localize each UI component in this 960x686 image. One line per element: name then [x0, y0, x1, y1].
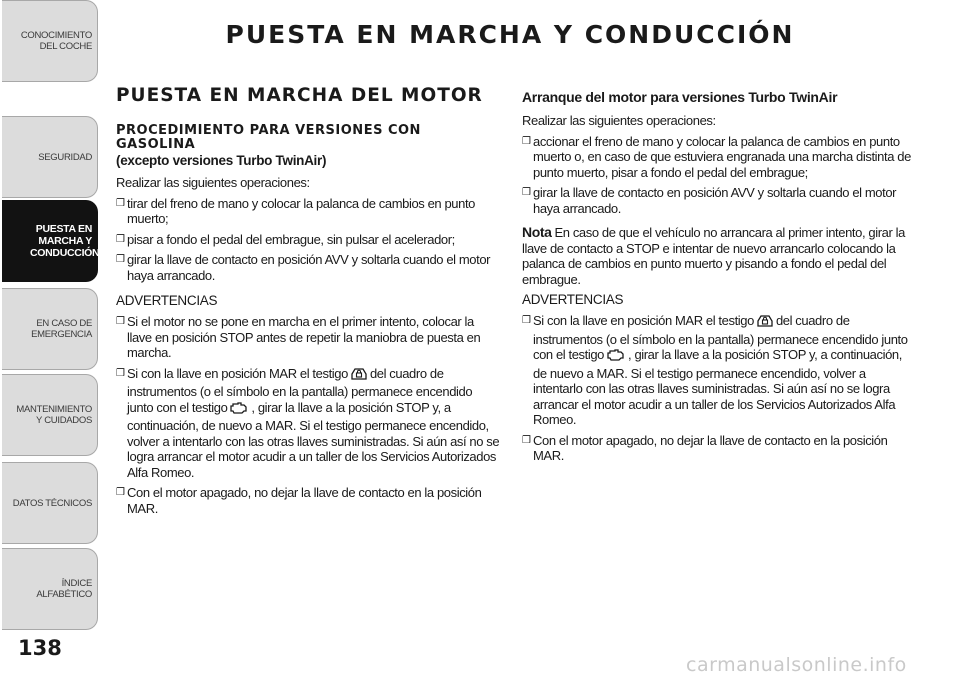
list-item: ❒ accionar el freno de mano y colocar la palanca de cambios en punto muerto o, en caso de que estuviera engranada una marcha distinta de punto muerto, pisar a fondo el pedal del embrague; [522, 133, 911, 180]
watermark: carmanualsonline.info [686, 654, 907, 676]
tab-datos-tecnicos[interactable]: DATOS TÉCNICOS [2, 462, 98, 544]
list-item: ❒ girar la llave de contacto en posición AVV y soltarla cuando el motor haya arrancado. [116, 252, 491, 283]
twinair-heading: Arranque del motor para versiones Turbo TwinAir [522, 89, 838, 105]
intro-text: Realizar las siguientes operaciones: [522, 113, 716, 128]
tab-indice-alfabetico[interactable]: ÍNDICE ALFABÉTICO [2, 548, 98, 630]
checkbox-bullet-icon: ❒ [522, 434, 531, 446]
checkbox-bullet-icon: ❒ [116, 233, 125, 245]
tab-puesta-en-marcha[interactable]: PUESTA EN MARCHA Y CONDUCCIÓN [2, 200, 98, 282]
tab-mantenimiento-y-cuidados[interactable]: MANTENIMIENTO Y CUIDADOS [2, 374, 98, 456]
list-item: ❒ Si con la llave en posición MAR el testigo del cuadro de instrumentos (o el símbolo en la pantalla) permanece encendido junto con el testigo , girar la llave a la posición STOP y, a continuación, de nuevo a MAR. Si el testigo permanece encendido, volver a intentarlo con las otras llaves suministradas. Si aún así no se logra arrancar el motor acudir a un taller de los Servicios Autorizados Alfa Romeo. [522, 313, 908, 427]
list-item: ❒ Con el motor apagado, no dejar la llave de contacto en la posición MAR. [116, 485, 482, 516]
intro-text: Realizar las siguientes operaciones: [116, 175, 310, 190]
warnings-list [116, 314, 500, 516]
warnings-list [522, 313, 912, 464]
page-title: PUESTA EN MARCHA Y CONDUCCIÓN [225, 20, 795, 49]
list-item: ❒ pisar a fondo el pedal del embrague, sin pulsar el acelerador; [116, 231, 455, 247]
engine-warning-icon [606, 348, 626, 366]
list-item: ❒ Con el motor apagado, no dejar la llave de contacto en la posición MAR. [522, 432, 888, 463]
procedure-subheading: (excepto versiones Turbo TwinAir) [116, 153, 327, 168]
checkbox-bullet-icon: ❒ [522, 135, 531, 147]
tab-conocimiento-del-coche[interactable]: CONOCIMIENTO DEL COCHE [2, 0, 98, 82]
checkbox-bullet-icon: ❒ [522, 315, 531, 326]
checkbox-bullet-icon: ❒ [116, 197, 125, 209]
note-paragraph: Nota En caso de que el vehículo no arrancara al primer intento, girar la llave de contacto a STOP e intentar de nuevo arrancarlo colocando la palanca de cambios en punto muerto y pisando a fondo el pedal del embrague. [522, 224, 905, 287]
immobilizer-warning-icon [756, 314, 774, 332]
list-item: ❒ Si el motor no se pone en marcha en el primer intento, colocar la llave en posición STOP antes de repetir la maniobra de puesta en marcha. [116, 314, 481, 360]
page-number: 138 [18, 636, 62, 660]
right-column [522, 88, 912, 469]
tab-seguridad[interactable]: SEGURIDAD [2, 116, 98, 198]
warnings-title: ADVERTENCIAS [522, 292, 624, 307]
engine-warning-icon [229, 401, 249, 419]
checkbox-bullet-icon: ❒ [522, 187, 531, 198]
tab-en-caso-de-emergencia[interactable]: EN CASO DE EMERGENCIA [2, 288, 98, 370]
left-column [116, 86, 500, 521]
immobilizer-warning-icon [350, 367, 368, 385]
list-item: ❒ Si con la llave en posición MAR el testigo del cuadro de instrumentos (o el símbolo en la pantalla) permanece encendido junto con el testigo , girar la llave a la posición STOP y, a continuación, de nuevo a MAR. Si el testigo permanece encendido, volver a intentarlo con las otras llaves suministradas. Si aún así no se logra arrancar el motor acudir a un taller de los Servicios Autorizados Alfa Romeo. [116, 365, 500, 480]
chapter-sidebar [2, 0, 100, 640]
checkbox-bullet-icon: ❒ [116, 254, 125, 265]
list-item: ❒ tirar del freno de mano y colocar la palanca de cambios en punto muerto; [116, 195, 476, 226]
list-item: ❒ girar la llave de contacto en posición AVV y soltarla cuando el motor haya arrancado. [522, 185, 897, 216]
checkbox-bullet-icon: ❒ [116, 367, 125, 379]
note-label: Nota [522, 224, 552, 240]
warnings-title: ADVERTENCIAS [116, 293, 218, 308]
steps-list [116, 196, 500, 284]
section-heading: PUESTA EN MARCHA DEL MOTOR [116, 85, 483, 106]
checkbox-bullet-icon: ❒ [116, 316, 125, 327]
checkbox-bullet-icon: ❒ [116, 487, 125, 498]
procedure-heading: PROCEDIMIENTO PARA VERSIONES CON GASOLINA [116, 123, 421, 152]
steps-list [522, 134, 912, 217]
